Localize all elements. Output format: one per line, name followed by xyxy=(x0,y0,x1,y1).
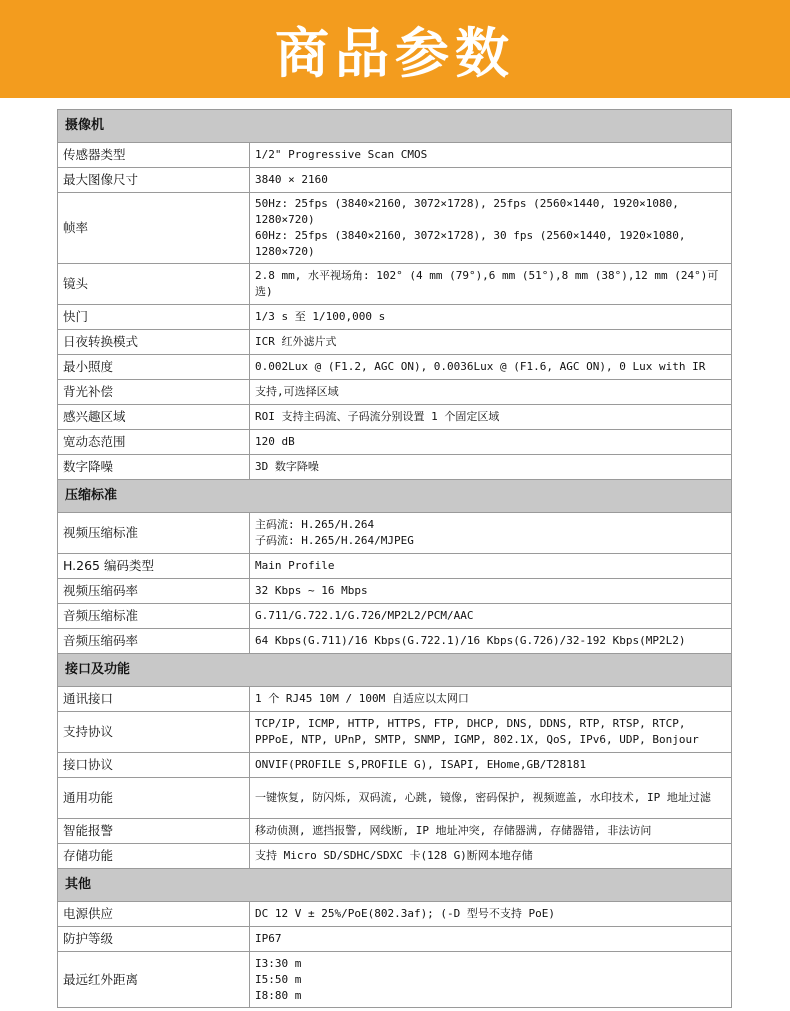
spec-row xyxy=(58,513,732,554)
spec-label: 音频压缩标准 xyxy=(58,604,250,629)
spec-value-line: 3840 × 2160 xyxy=(255,173,328,186)
spec-label: 电源供应 xyxy=(58,902,250,927)
spec-label: 感兴趣区域 xyxy=(58,405,250,430)
spec-value xyxy=(250,629,732,654)
spec-value xyxy=(250,927,732,952)
spec-row xyxy=(58,355,732,380)
spec-value xyxy=(250,513,732,554)
spec-row xyxy=(58,712,732,753)
spec-row xyxy=(58,455,732,480)
spec-label: 最大图像尺寸 xyxy=(58,168,250,193)
spec-value-line: 支持 Micro SD/SDHC/SDXC 卡(128 G)断网本地存储 xyxy=(255,849,533,862)
spec-value-line: 1/3 s 至 1/100,000 s xyxy=(255,310,386,323)
spec-label: 快门 xyxy=(58,305,250,330)
spec-value-line: I3:30 m xyxy=(255,956,302,970)
spec-value xyxy=(250,143,732,168)
spec-label: 视频压缩标准 xyxy=(58,513,250,554)
spec-value xyxy=(250,712,732,753)
section-title: 摄像机 xyxy=(58,110,732,143)
spec-value xyxy=(250,355,732,380)
spec-row xyxy=(58,687,732,712)
spec-value xyxy=(250,330,732,355)
spec-label: 接口协议 xyxy=(58,753,250,778)
spec-row xyxy=(58,902,732,927)
spec-label: 支持协议 xyxy=(58,712,250,753)
spec-value-line: 0.002Lux @ (F1.2, AGC ON), 0.0036Lux @ (F1.6, AGC ON), 0 Lux with IR xyxy=(255,360,706,373)
spec-row xyxy=(58,305,732,330)
spec-label: 视频压缩码率 xyxy=(58,579,250,604)
spec-label: 帧率 xyxy=(58,193,250,264)
spec-value-line: ONVIF(PROFILE S,PROFILE G), ISAPI, EHome,GB/T28181 xyxy=(255,758,587,771)
spec-row xyxy=(58,143,732,168)
spec-row xyxy=(58,778,732,819)
spec-value xyxy=(250,380,732,405)
spec-value-line: 1 个 RJ45 10M / 100M 自适应以太网口 xyxy=(255,692,469,705)
spec-value-line: 60Hz: 25fps (3840×2160, 3072×1728), 30 fps (2560×1440, 1920×1080, 1280×720) xyxy=(255,229,686,258)
spec-value-line: G.711/G.722.1/G.726/MP2L2/PCM/AAC xyxy=(255,609,474,622)
spec-value-line: 2.8 mm, 水平视场角: 102° (4 mm (79°),6 mm (51°),8 mm (38°),12 mm (24°)可选) xyxy=(255,269,719,298)
section-header xyxy=(58,654,732,687)
spec-row xyxy=(58,380,732,405)
spec-value xyxy=(250,405,732,430)
spec-value-line: 子码流: H.265/H.264/MJPEG xyxy=(255,534,414,547)
spec-label: 宽动态范围 xyxy=(58,430,250,455)
spec-value xyxy=(250,819,732,844)
spec-value-line: ROI 支持主码流、子码流分别设置 1 个固定区域 xyxy=(255,410,500,423)
section-header xyxy=(58,869,732,902)
spec-value xyxy=(250,430,732,455)
spec-row xyxy=(58,753,732,778)
spec-value-line: I5:50 m xyxy=(255,972,302,986)
spec-value-line: 支持,可选择区域 xyxy=(255,385,339,398)
spec-label: 通讯接口 xyxy=(58,687,250,712)
spec-row xyxy=(58,554,732,579)
spec-row xyxy=(58,405,732,430)
page-title: 商品参数 xyxy=(275,21,515,85)
spec-label: 防护等级 xyxy=(58,927,250,952)
spec-label: 镜头 xyxy=(58,264,250,305)
spec-value-line: TCP/IP, ICMP, HTTP, HTTPS, FTP, DHCP, DNS, DDNS, RTP, RTSP, RTCP, PPPoE, NTP, UPnP, SMTP, SNMP, IGMP, 802.1X, QoS, IPv6, UDP, Bonjour xyxy=(255,717,699,746)
spec-label: 数字降噪 xyxy=(58,455,250,480)
spec-label: 背光补偿 xyxy=(58,380,250,405)
spec-value-line: 50Hz: 25fps (3840×2160, 3072×1728), 25fps (2560×1440, 1920×1080, 1280×720) xyxy=(255,197,679,226)
spec-value xyxy=(250,844,732,869)
spec-label: 音频压缩码率 xyxy=(58,629,250,654)
spec-value-line: Main Profile xyxy=(255,559,335,572)
spec-label: 通用功能 xyxy=(58,778,250,819)
spec-value-line: I8:80 m xyxy=(255,988,302,1002)
spec-label: H.265 编码类型 xyxy=(58,554,250,579)
spec-value xyxy=(250,778,732,819)
spec-value-line: ICR 红外滤片式 xyxy=(255,335,337,348)
spec-value xyxy=(250,604,732,629)
spec-value xyxy=(250,952,732,1008)
section-title: 压缩标准 xyxy=(58,480,732,513)
spec-label: 最小照度 xyxy=(58,355,250,380)
spec-label: 智能报警 xyxy=(58,819,250,844)
spec-row xyxy=(58,430,732,455)
spec-row xyxy=(58,952,732,1008)
spec-table xyxy=(57,109,732,1008)
spec-value xyxy=(250,455,732,480)
spec-value xyxy=(250,753,732,778)
spec-value xyxy=(250,264,732,305)
spec-value-line: 120 dB xyxy=(255,435,295,448)
spec-value xyxy=(250,193,732,264)
spec-label: 存储功能 xyxy=(58,844,250,869)
spec-value-line: 32 Kbps ~ 16 Mbps xyxy=(255,584,368,597)
spec-value xyxy=(250,168,732,193)
spec-value-line: DC 12 V ± 25%/PoE(802.3af); (-D 型号不支持 PoE) xyxy=(255,907,556,920)
spec-row xyxy=(58,819,732,844)
spec-value xyxy=(250,687,732,712)
spec-value-line: 主码流: H.265/H.264 xyxy=(255,518,375,531)
spec-row xyxy=(58,604,732,629)
spec-label: 最远红外距离 xyxy=(58,952,250,1008)
spec-value-line: IP67 xyxy=(255,932,282,945)
spec-row xyxy=(58,168,732,193)
spec-value-line: 3D 数字降噪 xyxy=(255,460,319,473)
spec-row xyxy=(58,330,732,355)
spec-row xyxy=(58,193,732,264)
spec-value xyxy=(250,902,732,927)
spec-value-line: 1/2" Progressive Scan CMOS xyxy=(255,148,428,161)
section-title: 接口及功能 xyxy=(58,654,732,687)
spec-value xyxy=(250,554,732,579)
spec-value-line: 64 Kbps(G.711)/16 Kbps(G.722.1)/16 Kbps(G.726)/32-192 Kbps(MP2L2) xyxy=(255,634,686,647)
spec-row xyxy=(58,264,732,305)
spec-value xyxy=(250,305,732,330)
spec-value-line: 移动侦测, 遮挡报警, 网线断, IP 地址冲突, 存储器满, 存储器错, 非法访问 xyxy=(255,824,652,837)
spec-value xyxy=(250,579,732,604)
spec-label: 传感器类型 xyxy=(58,143,250,168)
spec-row xyxy=(58,629,732,654)
spec-value-line: 一键恢复, 防闪烁, 双码流, 心跳, 镜像, 密码保护, 视频遮盖, 水印技术, IP 地址过滤 xyxy=(255,791,711,804)
section-header xyxy=(58,480,732,513)
spec-row xyxy=(58,579,732,604)
spec-row xyxy=(58,927,732,952)
section-title: 其他 xyxy=(58,869,732,902)
spec-label: 日夜转换模式 xyxy=(58,330,250,355)
banner xyxy=(0,0,790,98)
section-header xyxy=(58,110,732,143)
spec-row xyxy=(58,844,732,869)
